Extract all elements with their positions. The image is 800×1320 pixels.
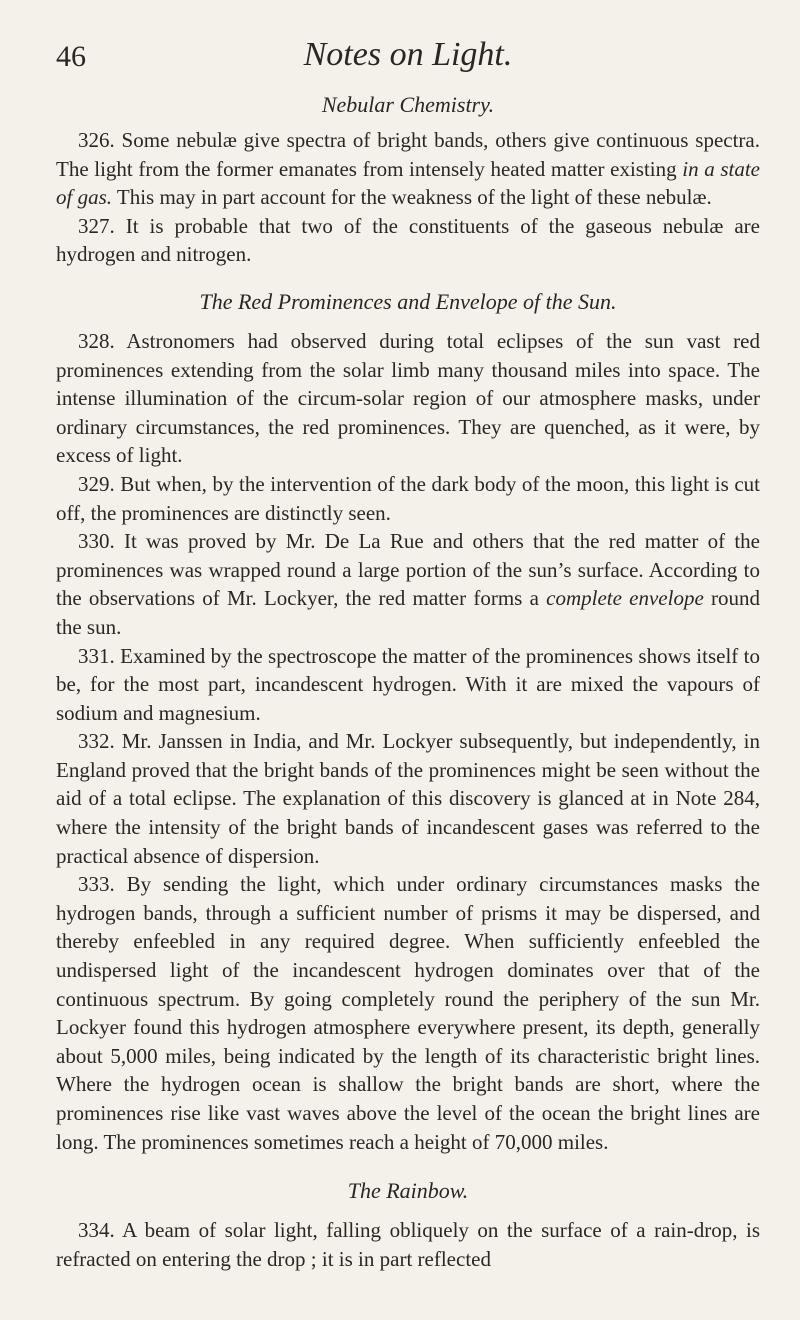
page-number: 46 [56,40,86,73]
paragraph-327: 327. It is probable that two of the constituents of the gaseous nebulæ are hydrogen and nitrogen. [56,213,760,267]
section-title-red-prominences: The Red Prominences and Envelope of the Sun. [199,288,617,314]
paragraph-330: 330. It was proved by Mr. De La Rue and others that the red matter of the prominences was wrapped round a large portion of the sun’s surface. According to the observations of Mr. Lockyer, the red matter forms a complete envelope round the sun. [56,529,761,639]
paragraph-332: 332. Mr. Janssen in India, and Mr. Lockyer subsequently, but independently, in England proved that the bright bands of the prominences might be seen without the aid of a total eclipse. The explanation of this discovery is glanced at in Note 284, where the intensity of the bright bands of incandescent gases was referred to the practical absence of dispersion. [56,729,760,868]
paragraph-329: 329. But when, by the intervention of the dark body of the moon, this light is cut off, the prominences are distinctly seen. [56,471,760,525]
section-title-rainbow: The Rainbow. [347,1178,469,1204]
paragraph-333: 333. By sending the light, which under ordinary circumstances masks the hydrogen bands, through a sufficient number of prisms it may be dispersed, and thereby enfeebled in any required degree. When sufficiently enfeebled the undispersed light of the incandescent hydrogen dominates over that of the continuous spectrum. By going completely round the periphery of the sun Mr. Lockyer found this hydrogen atmosphere everywhere present, its depth, generally about 5,000 miles, being indicated by the length of its characteristic bright lines. Where the hydrogen ocean is shallow the bright bands are short, where the prominences rise like vast waves above the level of the ocean the bright lines are long. The prominences sometimes reach a height of 70,000 miles. [56,872,760,1154]
section-title-nebular-chemistry: Nebular Chemistry. [321,92,495,117]
paragraph-328: 328. Astronomers had observed during total eclipses of the sun vast red prominences extending from the solar limb many thousand miles into space. The intense illumination of the circum-solar region of our atmosphere masks, under ordinary circumstances, the red prominences. They are quenched, as it were, by excess of light. [56,328,760,468]
running-title: Notes on Light. [303,36,513,73]
page-header [56,30,760,76]
paragraph-334: 334. A beam of solar light, falling obliquely on the surface of a rain-drop, is refracted on entering the drop ; it is in part reflected [56,1218,760,1271]
paragraph-331: 331. Examined by the spectroscope the matter of the prominences shows itself to be, for the most part, incandescent hydrogen. With it are mixed the vapours of sodium and magnesium. [56,643,760,725]
page-body [56,92,760,1273]
paragraph-326: 326. Some nebulæ give spectra of bright bands, others give continuous spectra. The light from the former emanates from intensely heated matter existing in a state of gas. This may in part account for the weakness of the light of these nebulæ. [56,128,760,210]
